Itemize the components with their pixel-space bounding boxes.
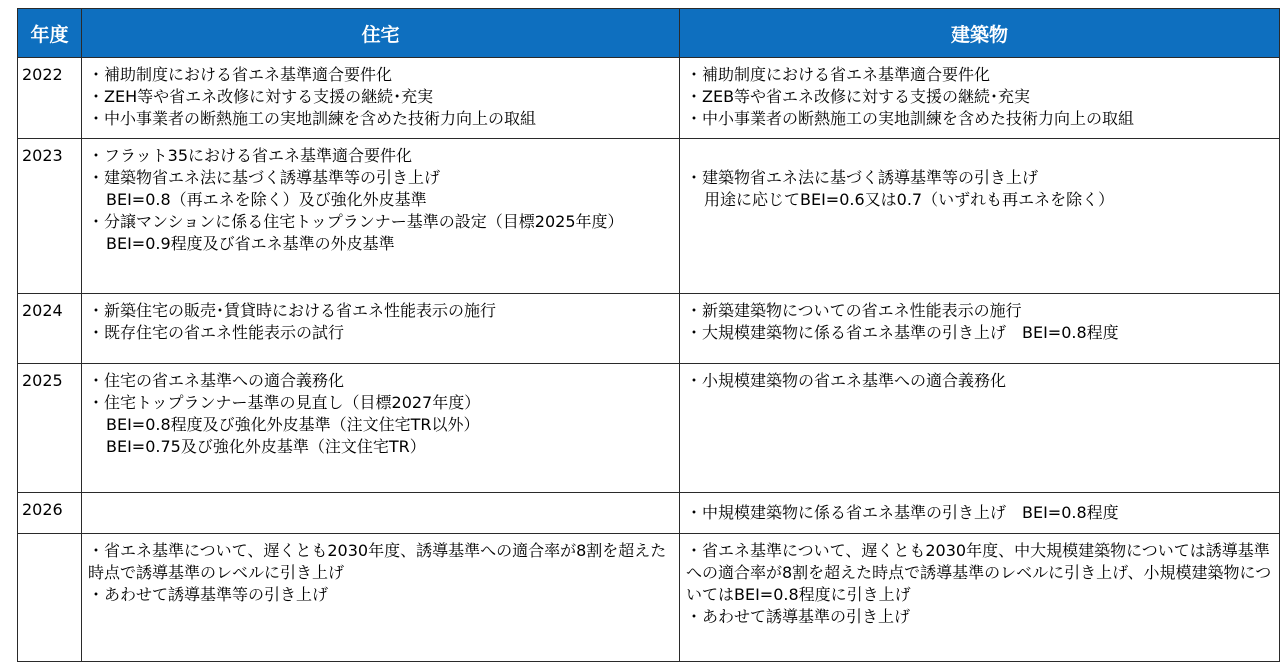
list-item: BEI=0.8程度及び強化外皮基準（注文住宅TR以外） xyxy=(106,415,480,434)
list-item: BEI=0.8（再エネを除く）及び強化外皮基準 xyxy=(106,190,427,209)
list-item: ・省エネ基準について、遅くとも2030年度、中大規模建築物については誘導基準への適合率が8割を超えた時点で誘導基準のレベルに引き上げ、小規模建築物についてはBEI=0.8程度に引き上げ xyxy=(686,541,1272,604)
list-item: ・分譲マンションに係る住宅トップランナー基準の設定（目標2025年度） xyxy=(88,212,624,231)
table-row xyxy=(18,58,1280,139)
list-item: 用途に応じてBEI=0.6又は0.7（いずれも再エネを除く） xyxy=(704,190,1115,209)
list-item: ・住宅の省エネ基準への適合義務化 xyxy=(88,371,345,390)
policy-schedule-table xyxy=(17,8,1280,662)
list-item: ・ZEH等や省エネ改修に対する支援の継続･充実 xyxy=(88,87,434,106)
list-item: ・小規模建築物の省エネ基準への適合義務化 xyxy=(686,371,1007,390)
housing-cell xyxy=(82,364,680,493)
housing-cell xyxy=(82,58,680,139)
buildings-cell xyxy=(680,139,1280,294)
list-item: ・フラット35における省エネ基準適合要件化 xyxy=(88,146,413,165)
list-item: ・新築建築物についての省エネ性能表示の施行 xyxy=(686,301,1022,320)
list-item: ・新築住宅の販売･賃貸時における省エネ性能表示の施行 xyxy=(88,301,497,320)
list-item: ・既存住宅の省エネ性能表示の試行 xyxy=(88,323,345,342)
list-item: ・補助制度における省エネ基準適合要件化 xyxy=(686,65,991,84)
table-row xyxy=(18,493,1280,534)
list-item: ・大規模建築物に係る省エネ基準の引き上げ BEI=0.8程度 xyxy=(686,323,1119,342)
header-year: 年度 xyxy=(18,9,82,58)
list-item: BEI=0.9程度及び省エネ基準の外皮基準 xyxy=(106,234,395,253)
buildings-cell xyxy=(680,294,1280,364)
year-cell: 2026 xyxy=(18,493,82,534)
buildings-cell xyxy=(680,58,1280,139)
year-cell: 2025 xyxy=(18,364,82,493)
list-item: ・住宅トップランナー基準の見直し（目標2027年度） xyxy=(88,393,481,412)
list-item: ・中小事業者の断熱施工の実地訓練を含めた技術力向上の取組 xyxy=(88,109,537,128)
list-item: ・ZEB等や省エネ改修に対する支援の継続･充実 xyxy=(686,87,1031,106)
buildings-cell xyxy=(680,534,1280,662)
table-row xyxy=(18,534,1280,662)
list-item: ・あわせて誘導基準等の引き上げ xyxy=(88,585,329,604)
header-row xyxy=(18,9,1280,58)
year-cell: 2024 xyxy=(18,294,82,364)
buildings-cell xyxy=(680,364,1280,493)
header-buildings: 建築物 xyxy=(680,9,1280,58)
header-housing: 住宅 xyxy=(82,9,680,58)
list-item: ・補助制度における省エネ基準適合要件化 xyxy=(88,65,393,84)
table-row xyxy=(18,294,1280,364)
list-item: ・あわせて誘導基準の引き上げ xyxy=(686,607,911,626)
list-item: ・中小事業者の断熱施工の実地訓練を含めた技術力向上の取組 xyxy=(686,109,1135,128)
housing-cell xyxy=(82,534,680,662)
table-row xyxy=(18,364,1280,493)
list-item: ・省エネ基準について、遅くとも2030年度、誘導基準への適合率が8割を超えた時点で誘導基準のレベルに引き上げ xyxy=(88,541,667,582)
housing-cell xyxy=(82,294,680,364)
buildings-cell xyxy=(680,493,1280,534)
list-item: ・建築物省エネ法に基づく誘導基準等の引き上げ xyxy=(88,168,441,187)
year-cell: 2023 xyxy=(18,139,82,294)
year-cell: 2022 xyxy=(18,58,82,139)
list-item: ・建築物省エネ法に基づく誘導基準等の引き上げ xyxy=(686,168,1039,187)
housing-cell xyxy=(82,493,680,534)
list-item: ・中規模建築物に係る省エネ基準の引き上げ BEI=0.8程度 xyxy=(686,503,1119,522)
table-row xyxy=(18,139,1280,294)
year-cell xyxy=(18,534,82,662)
housing-cell xyxy=(82,139,680,294)
list-item: BEI=0.75及び強化外皮基準（注文住宅TR） xyxy=(106,437,426,456)
